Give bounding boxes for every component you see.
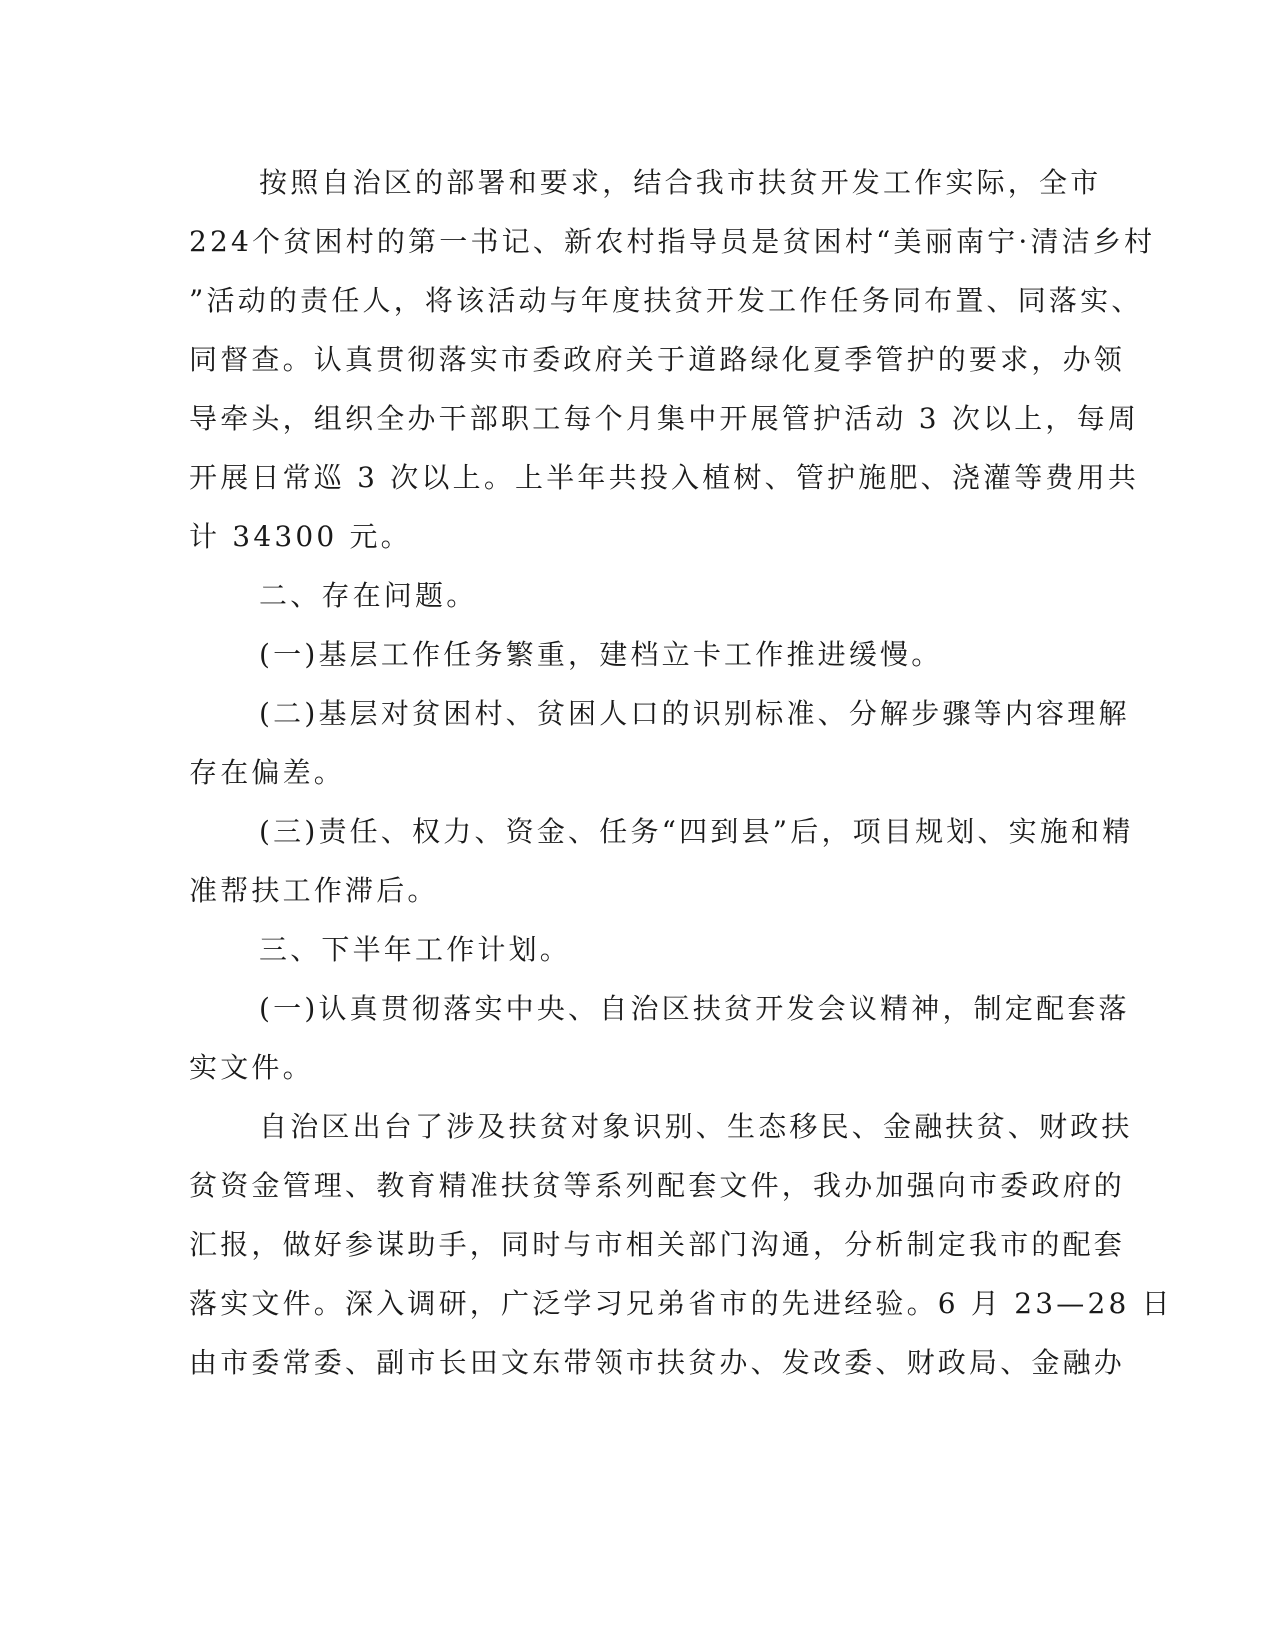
problem-item-1: (一)基层工作任务繁重，建档立卡工作推进缓慢。 — [259, 638, 943, 671]
paragraph-1-line-5: 导牵头，组织全办干部职工每个月集中开展管护活动 3 次以上，每周 — [189, 402, 1140, 435]
problem-item-2-line-1: (二)基层对贫困村、贫困人口的识别标准、分解步骤等内容理解 — [259, 697, 1130, 730]
paragraph-1-line-3: ”活动的责任人，将该活动与年度扶贫开发工作任务同布置、同落实、 — [189, 284, 1143, 317]
paragraph-2-line-1: 自治区出台了涉及扶贫对象识别、生态移民、金融扶贫、财政扶 — [259, 1110, 1133, 1143]
paragraph-2-line-3: 汇报，做好参谋助手，同时与市相关部门沟通，分析制定我市的配套 — [189, 1228, 1126, 1261]
problem-item-3-line-2: 准帮扶工作滞后。 — [189, 874, 439, 907]
section-heading-plan: 三、下半年工作计划。 — [259, 933, 572, 966]
paragraph-1-line-2: 224个贫困村的第一书记、新农村指导员是贫困村“美丽南宁·清洁乡村 — [189, 225, 1156, 258]
problem-item-3-line-1: (三)责任、权力、资金、任务“四到县”后，项目规划、实施和精 — [259, 815, 1134, 848]
paragraph-1-line-1: 按照自治区的部署和要求，结合我市扶贫开发工作实际，全市 — [259, 166, 1102, 199]
paragraph-2-line-2: 贫资金管理、教育精准扶贫等系列配套文件，我办加强向市委政府的 — [189, 1169, 1126, 1202]
paragraph-2-line-5: 由市委常委、副市长田文东带领市扶贫办、发改委、财政局、金融办 — [189, 1346, 1126, 1379]
section-heading-problems: 二、存在问题。 — [259, 579, 478, 612]
paragraph-1-line-6: 开展日常巡 3 次以上。上半年共投入植树、管护施肥、浇灌等费用共 — [189, 461, 1140, 494]
paragraph-2-line-4: 落实文件。深入调研，广泛学习兄弟省市的先进经验。6 月 23—28 日 — [189, 1287, 1173, 1320]
plan-item-1-line-2: 实文件。 — [189, 1051, 314, 1084]
problem-item-2-line-2: 存在偏差。 — [189, 756, 346, 789]
paragraph-1-line-7: 计 34300 元。 — [189, 520, 412, 553]
paragraph-1-line-4: 同督查。认真贯彻落实市委政府关于道路绿化夏季管护的要求，办领 — [189, 343, 1126, 376]
plan-item-1-line-1: (一)认真贯彻落实中央、自治区扶贫开发会议精神，制定配套落 — [259, 992, 1130, 1025]
